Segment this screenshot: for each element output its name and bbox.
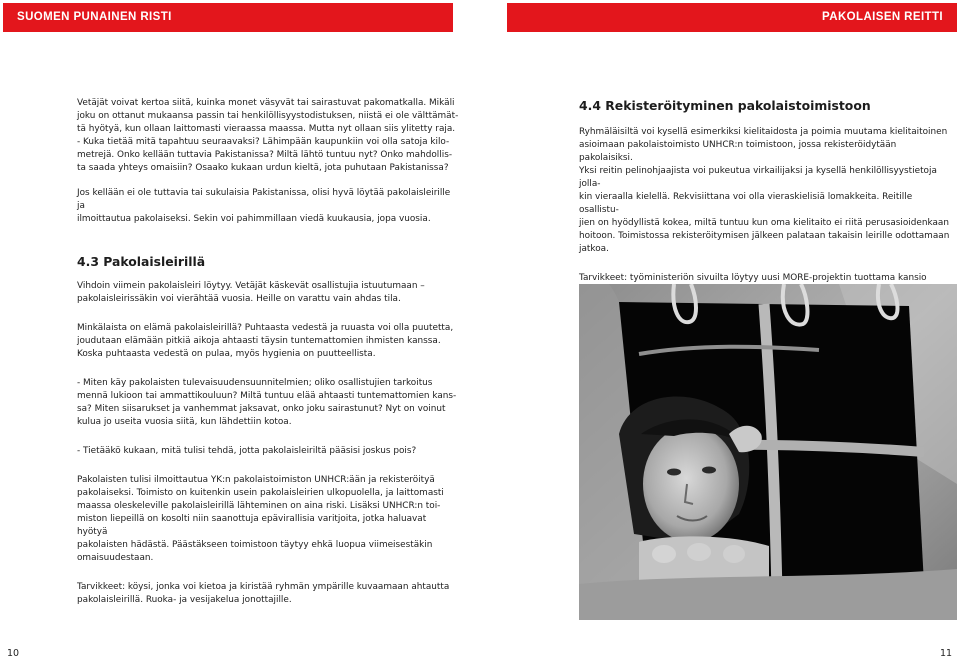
unhcr-paragraph: Pakolaisten tulisi ilmoittautua YK:n pakolaistoimiston UNHCR:ään ja rekisteröityä pakolaiseksi. Toimisto on kuitenkin usein pakolaisleirien ulkopuolella, ja laittomasti maassa oleskeleville pakolaisleirillä lähteminen on aina riski. Lisäksi UNHCR:n toi- miston liepeillä on kosolti niin saanottuja epävirallisia varitjoita, jotka haluavat hyötyä pakolaisten hädästä. Päästäkseen toimistoon täytyy ehkä luopua viimeisestäkin omaisuudestaan.	[77, 475, 444, 563]
right-column	[579, 98, 951, 311]
leaving-camp-question: - Tietääkö kukaan, mitä tulisi tehdä, jotta pakolaisleiriltä pääsisi joskus pois?	[77, 446, 417, 456]
tent-window-photo	[579, 284, 957, 620]
intro-paragraph: Vetäjät voivat kertoa siitä, kuinka monet väsyvät tai sairastuvat pakomatkalla. Mikäli joku on ottanut mukaansa passin tai henkilöllisyystodistuksen, niistä ei ole välttämät- tä hyötyä, kun ollaan laittomasti vieraassa maassa. Mutta nyt ollaan siis ylitetty raja. - Kuka tietää mitä tapahtuu seuraavaksi? Lähimpään kaupunkiin voi olla satoja kilo- metrejä. Onko kellään tuttavia Pakistanissa? Miltä lähtö tuntuu nyt? Onko mahdollis- ta saada yhteys omaisiin? Osaako kukaan urdun kieltä, jota puhutaan Pakistanissa?	[77, 98, 459, 173]
future-plans-paragraph: - Miten käy pakolaisten tulevaisuudensuunnitelmien; oliko osallistujien tarkoitus mennä lukioon tai ammattikouluun? Miltä tuntuu elää ahtaasti tuntemattomien kans- sa? Miten siisarukset ja vanhemmat jaksavat, onko joku sairastunut? Nyt on voinut kulua jo useita vuosia siitä, kun lähdettiin kotoa.	[77, 378, 457, 427]
supplies-paragraph-left: Tarvikkeet: köysi, jonka voi kietoa ja kiristää ryhmän ympärille kuvaamaan ahtautta pakolaisleirillä. Ruoka- ja vesijakelua jonottajille.	[77, 582, 450, 605]
registration-paragraph: Ryhmäläisiltä voi kysellä esimerkiksi kielitaidosta ja poimia muutama kielitaitoinen asioimaan pakolaistoimisto UNHCR:n toimistoon, jossa rekisteröidytään pakolaisiksi. Yksi reitin pelinohjaajista voi pukeutua virkailijaksi ja kysellä henkilöllisyystietoja jolla- kin vieraalla kielellä. Rekvisiittana voi olla vieraskielisiä lomakkeita. Reitille osallistu- jien on hyödyllistä kokea, miltä tuntuu kun oma kielitaito ei riitä perusasioidenkaan hoitoon. Toimistossa rekisteröitymisen jälkeen palataan takaisin leirille odottamaan jatkoa.	[579, 127, 950, 254]
camp-search-paragraph: Jos kellään ei ole tuttavia tai sukulaisia Pakistanissa, olisi hyvä löytää pakolaisleirille ja ilmoittautua pakolaiseksi. Sekin voi pahimmillaan viedä kuukausia, jopa vuosia.	[77, 188, 451, 224]
supplies-paragraph-right: Tarvikkeet: työministeriön sivuilta löytyy uusi MORE-projektin tuottama kansio	[579, 273, 927, 283]
page-number-left: 10	[7, 648, 20, 659]
banner-title-left: SUOMEN PUNAINEN RISTI	[17, 11, 172, 23]
header-banner-right	[507, 3, 957, 32]
page-number-right: 11	[940, 648, 953, 659]
camp-life-paragraph: Minkälaista on elämä pakolaisleirillä? Puhtaasta vedestä ja ruuasta voi olla puutetta, joudutaan elämään pitkiä aikoja ahtaasti täysin tuntemattomien ihmisten kanssa. Koska puhtaasta vedestä on pulaa, myös hygienia on puutteellista.	[77, 323, 454, 359]
section-heading-4-4: 4.4 Rekisteröityminen pakolaistoimistoon	[579, 98, 871, 113]
banner-title-right: PAKOLAISEN REITTI	[822, 11, 943, 23]
camp-arrival-paragraph: Vihdoin viimein pakolaisleiri löytyy. Vetäjät käskevät osallistujia istuutumaan – pakolaisleirissäkin voi vierähtää vuosia. Heille on varattu vain ahdas tila.	[77, 281, 425, 304]
left-column	[77, 97, 459, 607]
header-banner-left	[3, 3, 453, 32]
section-heading-4-3: 4.3 Pakolaisleirillä	[77, 254, 206, 269]
